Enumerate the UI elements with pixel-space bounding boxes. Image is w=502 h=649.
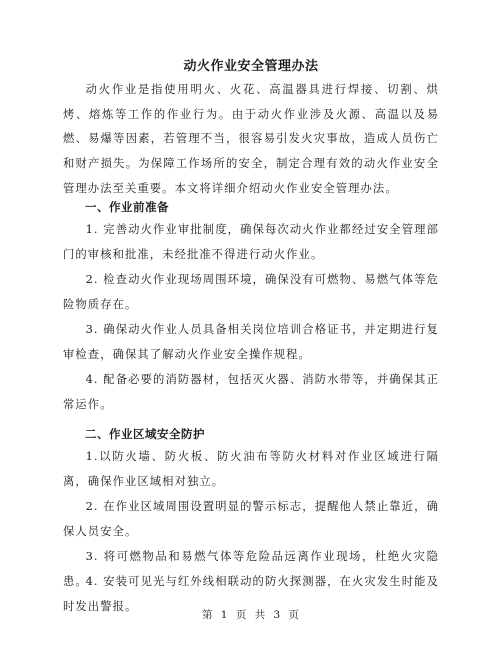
section-heading-preparation: 一、作业前准备 (85, 200, 169, 214)
document-title: 动火作业安全管理办法 (183, 59, 319, 74)
protection-item-4: 4. 安装可见光与红外线相联动的防火探测器，在火灾发生时能及时发出警报。 (63, 575, 439, 613)
protection-item-1: 1.以防火墙、防火板、防火油布等防火材料对作业区域进行隔离，确保作业区域相对独立。 (63, 450, 439, 488)
preparation-item-2: 2. 检查动火作业现场周围环境，确保没有可燃物、易燃气体等危险物质存在。 (63, 273, 439, 311)
preparation-item-3: 3. 确保动火作业人员具备相关岗位培训合格证书，并定期进行复审检查，确保其了解动火作业安全操作规程。 (63, 323, 439, 361)
preparation-item-1: 1. 完善动火作业审批制度，确保每次动火作业都经过安全管理部门的审核和批准，未经批准不得进行动火作业。 (63, 223, 439, 261)
protection-item-3: 3. 将可燃物品和易燃气体等危险品远离作业现场，杜绝火灾隐患。 (63, 550, 439, 588)
intro-paragraph: 动火作业是指使用明火、火花、高温器具进行焊接、切割、烘烤、熔炼等工作的作业行为。由于动火作业涉及火源、高温以及易燃、易爆等因素，若管理不当，很容易引发火灾事故，造成人员伤亡和财产损失。为保障工作场所的安全，制定合理有效的动火作业安全管理办法至关重要。本文将详细介绍动火作业安全管理办法。 (63, 83, 439, 195)
page-footer: 第 1 页 共 3 页 (201, 609, 301, 621)
protection-item-2: 2. 在作业区域周围设置明显的警示标志，提醒他人禁止靠近，确保人员安全。 (63, 500, 439, 538)
section-heading-area-protection: 二、作业区域安全防护 (85, 427, 205, 441)
preparation-item-4: 4. 配备必要的消防器材，包括灭火器、消防水带等，并确保其正常运作。 (63, 373, 439, 411)
